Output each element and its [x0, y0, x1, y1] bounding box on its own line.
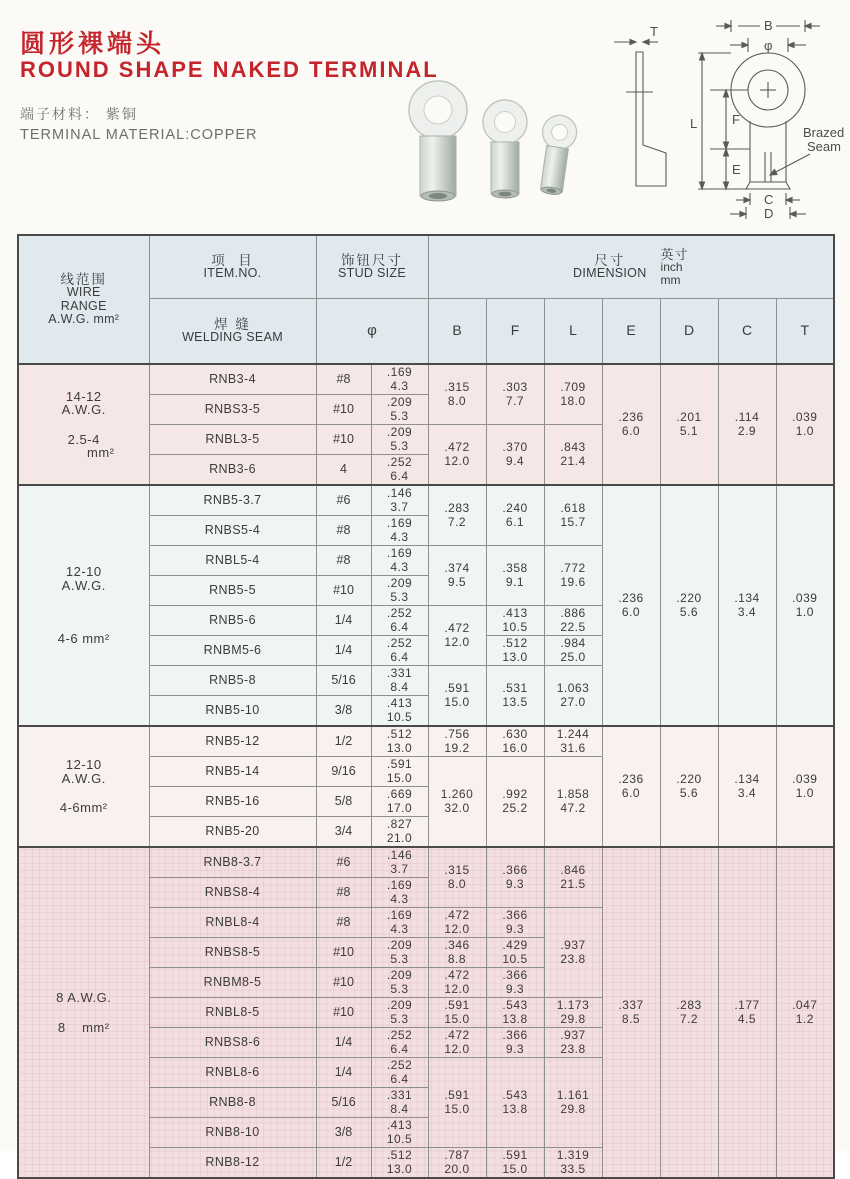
dim-c-cell: .134 3.4 [718, 485, 776, 726]
phi-cell: .413 10.5 [371, 1118, 428, 1148]
phi-cell: .169 4.3 [371, 878, 428, 908]
item-no-cell: RNBS8-4 [149, 878, 316, 908]
phi-cell: .209 5.3 [371, 998, 428, 1028]
item-no-cell: RNB5-20 [149, 817, 316, 848]
phi-cell: .413 10.5 [371, 696, 428, 727]
stud-size-cell: 5/16 [316, 666, 371, 696]
dim-d-cell: .220 5.6 [660, 485, 718, 726]
group-12-10-awg-b [18, 726, 834, 847]
wire-range-cell: 12-10 A.W.G. 4-6mm² [18, 726, 149, 847]
dim-f-cell: .366 9.3 [486, 908, 544, 938]
dim-b-cell: .472 12.0 [428, 425, 486, 486]
phi-cell: .252 6.4 [371, 1028, 428, 1058]
stud-size-cell: #8 [316, 878, 371, 908]
dim-t-cell: .039 1.0 [776, 726, 834, 847]
phi-cell: .169 4.3 [371, 516, 428, 546]
dim-b-cell: .346 8.8 [428, 938, 486, 968]
dim-l-cell: 1.319 33.5 [544, 1148, 602, 1179]
dim-b-cell: .591 15.0 [428, 666, 486, 727]
dim-f-cell: .429 10.5 [486, 938, 544, 968]
phi-cell: .512 13.0 [371, 1148, 428, 1179]
wire-range-cell: 12-10 A.W.G. 4-6 mm² [18, 485, 149, 726]
dim-f-cell: .358 9.1 [486, 546, 544, 606]
item-no-cell: RNBM8-5 [149, 968, 316, 998]
dim-f-cell: .591 15.0 [486, 1148, 544, 1179]
header-item-no: 项 目 ITEM.NO. [149, 235, 316, 299]
item-no-cell: RNBL3-5 [149, 425, 316, 455]
stud-size-cell: #10 [316, 998, 371, 1028]
phi-cell: .591 15.0 [371, 757, 428, 787]
stud-size-cell: 1/4 [316, 1028, 371, 1058]
item-no-cell: RNBS8-6 [149, 1028, 316, 1058]
stud-size-cell: #10 [316, 968, 371, 998]
item-no-cell: RNB8-8 [149, 1088, 316, 1118]
item-no-cell: RNBS8-5 [149, 938, 316, 968]
dim-l-cell: .984 25.0 [544, 636, 602, 666]
stud-size-cell: 3/8 [316, 1118, 371, 1148]
phi-cell: .209 5.3 [371, 968, 428, 998]
dim-l-cell: .772 19.6 [544, 546, 602, 606]
phi-cell: .252 6.4 [371, 636, 428, 666]
dim-f-cell: .366 9.3 [486, 847, 544, 908]
dim-b-cell: .283 7.2 [428, 485, 486, 546]
dim-b-cell: .315 8.0 [428, 364, 486, 425]
stud-size-cell: 5/16 [316, 1088, 371, 1118]
item-no-cell: RNB5-5 [149, 576, 316, 606]
header-col-e: E [602, 299, 660, 365]
phi-cell: .512 13.0 [371, 726, 428, 757]
dim-l-cell: 1.063 27.0 [544, 666, 602, 727]
page-title-chinese: 圆形裸端头 [20, 30, 166, 58]
dim-l-cell: .618 15.7 [544, 485, 602, 546]
dim-l-cell: .846 21.5 [544, 847, 602, 908]
dim-b-cell: .472 12.0 [428, 1028, 486, 1058]
phi-cell: .209 5.3 [371, 425, 428, 455]
dim-b-cell: .591 15.0 [428, 1058, 486, 1148]
stud-size-cell: #10 [316, 576, 371, 606]
wire-range-cell: 14-12 A.W.G. 2.5-4 mm² [18, 364, 149, 485]
dim-l-cell: 1.244 31.6 [544, 726, 602, 757]
dim-l-cell: 1.858 47.2 [544, 757, 602, 848]
dim-b-cell: .756 19.2 [428, 726, 486, 757]
table-row [18, 364, 834, 395]
dim-f-cell: .366 9.3 [486, 1028, 544, 1058]
dim-e-cell: .236 6.0 [602, 726, 660, 847]
terminal-photo-large [409, 81, 467, 201]
header-dimension: 尺寸 DIMENSION 英寸 inch mm [428, 235, 834, 299]
header-stud-size: 饰钮尺寸 STUD SIZE [316, 235, 428, 299]
material-line-english: TERMINAL MATERIAL:COPPER [20, 127, 258, 143]
stud-size-cell: 3/8 [316, 696, 371, 727]
diagram-label-b: B [764, 18, 773, 33]
phi-cell: .209 5.3 [371, 938, 428, 968]
dim-f-cell: .543 13.8 [486, 998, 544, 1028]
item-no-cell: RNB5-6 [149, 606, 316, 636]
item-no-cell: RNB5-14 [149, 757, 316, 787]
dim-b-cell: .315 8.0 [428, 847, 486, 908]
dim-f-cell: .303 7.7 [486, 364, 544, 425]
diagram-label-e: E [732, 162, 741, 177]
stud-size-cell: 3/4 [316, 817, 371, 848]
stud-size-cell: 4 [316, 455, 371, 486]
phi-cell: .209 5.3 [371, 576, 428, 606]
dim-c-cell: .114 2.9 [718, 364, 776, 485]
header-col-t: T [776, 299, 834, 365]
stud-size-cell: #6 [316, 485, 371, 516]
diagram-label-f: F [732, 112, 740, 127]
dim-l-cell: .937 23.8 [544, 908, 602, 998]
item-no-cell: RNBL5-4 [149, 546, 316, 576]
item-no-cell: RNB3-6 [149, 455, 316, 486]
stud-size-cell: #8 [316, 364, 371, 395]
dim-f-cell: .992 25.2 [486, 757, 544, 848]
phi-cell: .169 4.3 [371, 908, 428, 938]
diagram-label-brazed: Brazed [803, 125, 845, 140]
dim-b-cell: 1.260 32.0 [428, 757, 486, 848]
table-row [18, 726, 834, 757]
dim-c-cell: .177 4.5 [718, 847, 776, 1178]
diagram-label-l: L [690, 116, 698, 131]
dim-l-cell: .886 22.5 [544, 606, 602, 636]
stud-size-cell: 1/4 [316, 636, 371, 666]
stud-size-cell: #10 [316, 425, 371, 455]
material-line-chinese: 端子材料： 紫铜 [20, 106, 138, 122]
item-no-cell: RNB5-8 [149, 666, 316, 696]
stud-size-cell: 1/4 [316, 606, 371, 636]
stud-size-cell: #10 [316, 395, 371, 425]
dim-b-cell: .374 9.5 [428, 546, 486, 606]
phi-cell: .252 6.4 [371, 1058, 428, 1088]
spec-table [17, 234, 835, 1179]
diagram-label-c: C [764, 192, 774, 207]
diagram-label-t: T [650, 24, 658, 39]
terminal-photo-small [534, 113, 579, 196]
dim-f-cell: .512 13.0 [486, 636, 544, 666]
item-no-cell: RNB5-3.7 [149, 485, 316, 516]
item-no-cell: RNB8-10 [149, 1118, 316, 1148]
diagram-label-phi: φ [764, 38, 773, 53]
dim-c-cell: .134 3.4 [718, 726, 776, 847]
phi-cell: .669 17.0 [371, 787, 428, 817]
wire-range-cell: 8 A.W.G. 8 mm² [18, 847, 149, 1178]
page-title-english: ROUND SHAPE NAKED TERMINAL [20, 57, 439, 82]
item-no-cell: RNBM5-6 [149, 636, 316, 666]
diagram-label-seam: Seam [807, 139, 841, 154]
item-no-cell: RNB5-10 [149, 696, 316, 727]
group-14-12-awg [18, 364, 834, 485]
terminal-dimension-diagram [598, 12, 848, 224]
dim-l-cell: .843 21.4 [544, 425, 602, 486]
dim-d-cell: .201 5.1 [660, 364, 718, 485]
dim-b-cell: .472 12.0 [428, 606, 486, 666]
item-no-cell: RNBS3-5 [149, 395, 316, 425]
group-12-10-awg-a [18, 485, 834, 726]
dim-d-cell: .220 5.6 [660, 726, 718, 847]
phi-cell: .252 6.4 [371, 455, 428, 486]
dim-l-cell: .709 18.0 [544, 364, 602, 425]
dim-f-cell: .531 13.5 [486, 666, 544, 727]
dim-l-cell: 1.161 29.8 [544, 1058, 602, 1148]
dim-e-cell: .236 6.0 [602, 364, 660, 485]
dim-d-cell: .283 7.2 [660, 847, 718, 1178]
dim-l-cell: 1.173 29.8 [544, 998, 602, 1028]
dim-l-cell: .937 23.8 [544, 1028, 602, 1058]
stud-size-cell: #8 [316, 908, 371, 938]
phi-cell: .146 3.7 [371, 485, 428, 516]
terminal-product-photo [393, 70, 588, 220]
terminal-photo-medium [483, 100, 527, 198]
item-no-cell: RNB8-12 [149, 1148, 316, 1179]
dim-t-cell: .039 1.0 [776, 364, 834, 485]
stud-size-cell: 1/2 [316, 1148, 371, 1179]
table-header [18, 235, 834, 364]
dim-b-cell: .472 12.0 [428, 968, 486, 998]
item-no-cell: RNB3-4 [149, 364, 316, 395]
table-row [18, 485, 834, 516]
phi-cell: .331 8.4 [371, 1088, 428, 1118]
header-phi: φ [316, 299, 428, 365]
item-no-cell: RNB5-12 [149, 726, 316, 757]
group-8-awg [18, 847, 834, 1178]
item-no-cell: RNB5-16 [149, 787, 316, 817]
phi-cell: .331 8.4 [371, 666, 428, 696]
stud-size-cell: #10 [316, 938, 371, 968]
item-no-cell: RNBL8-5 [149, 998, 316, 1028]
stud-size-cell: #6 [316, 847, 371, 878]
phi-cell: .827 21.0 [371, 817, 428, 848]
stud-size-cell: 1/4 [316, 1058, 371, 1088]
item-no-cell: RNBS5-4 [149, 516, 316, 546]
dim-f-cell: .413 10.5 [486, 606, 544, 636]
item-no-cell: RNB8-3.7 [149, 847, 316, 878]
dim-t-cell: .047 1.2 [776, 847, 834, 1178]
dim-f-cell: .366 9.3 [486, 968, 544, 998]
header-wire-range: 线范围 WIRE RANGE A.W.G. mm² [18, 235, 149, 364]
dim-f-cell: .630 16.0 [486, 726, 544, 757]
dim-t-cell: .039 1.0 [776, 485, 834, 726]
dim-f-cell: .370 9.4 [486, 425, 544, 486]
header-col-d: D [660, 299, 718, 365]
stud-size-cell: 5/8 [316, 787, 371, 817]
stud-size-cell: #8 [316, 546, 371, 576]
phi-cell: .209 5.3 [371, 395, 428, 425]
dim-e-cell: .236 6.0 [602, 485, 660, 726]
phi-cell: .169 4.3 [371, 364, 428, 395]
dim-b-cell: .591 15.0 [428, 998, 486, 1028]
header-col-c: C [718, 299, 776, 365]
header-col-l: L [544, 299, 602, 365]
header-col-f: F [486, 299, 544, 365]
dim-b-cell: .472 12.0 [428, 908, 486, 938]
diagram-label-d: D [764, 206, 774, 221]
phi-cell: .169 4.3 [371, 546, 428, 576]
stud-size-cell: #8 [316, 516, 371, 546]
item-no-cell: RNBL8-4 [149, 908, 316, 938]
stud-size-cell: 9/16 [316, 757, 371, 787]
table-row [18, 847, 834, 878]
dim-e-cell: .337 8.5 [602, 847, 660, 1178]
header-welding-seam: 焊 缝 WELDING SEAM [149, 299, 316, 365]
dim-b-cell: .787 20.0 [428, 1148, 486, 1179]
header-col-b: B [428, 299, 486, 365]
item-no-cell: RNBL8-6 [149, 1058, 316, 1088]
dim-f-cell: .543 13.8 [486, 1058, 544, 1148]
dim-f-cell: .240 6.1 [486, 485, 544, 546]
stud-size-cell: 1/2 [316, 726, 371, 757]
phi-cell: .146 3.7 [371, 847, 428, 878]
phi-cell: .252 6.4 [371, 606, 428, 636]
